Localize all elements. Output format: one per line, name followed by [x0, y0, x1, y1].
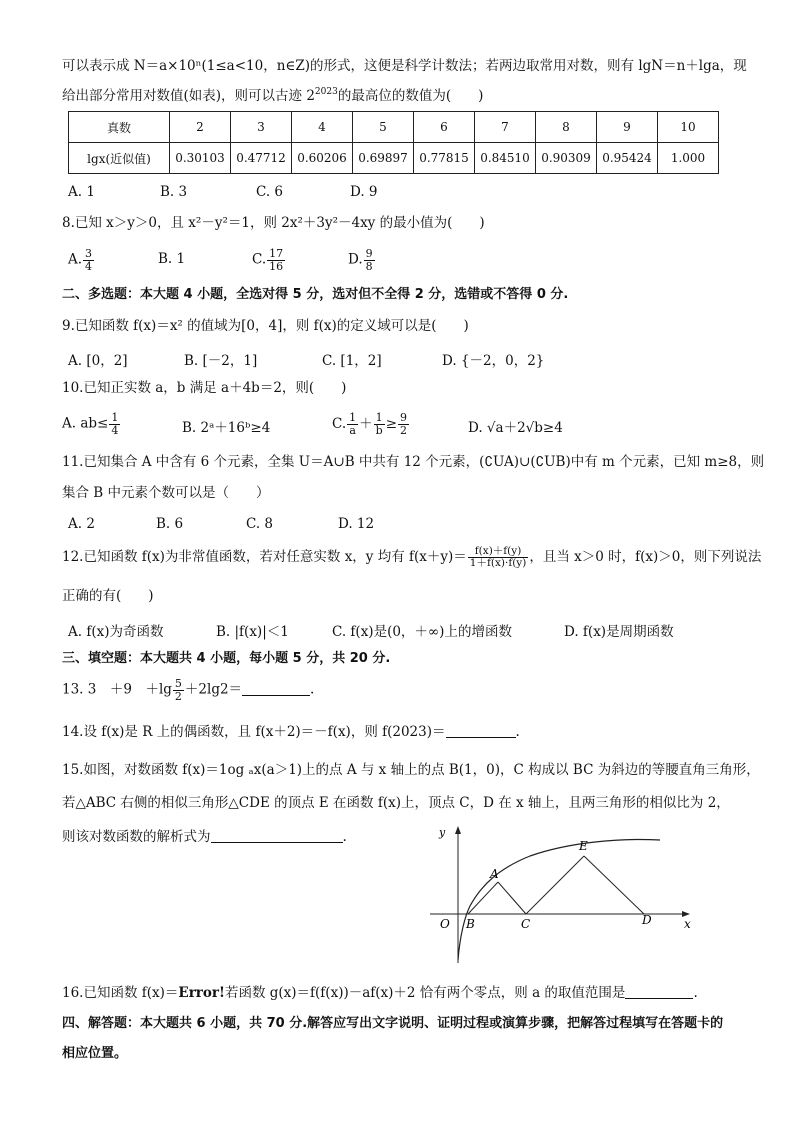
q10-options	[62, 406, 762, 442]
fraction-numerator: 1	[111, 411, 119, 424]
section4-line1: 四、解答题：本大题共 6 小题，共 70 分.解答应写出文字说明、证明过程或演算步骤，把解答过程填写在答题卡的	[62, 1016, 724, 1031]
table-cell: 0.84510	[475, 143, 536, 174]
q9-option-a: A. [0，2]	[68, 353, 128, 369]
table-header-cell: 真数	[69, 112, 170, 143]
q10-option-c-fraction-2	[374, 412, 385, 436]
label-b: B	[466, 917, 475, 931]
log-table	[68, 111, 719, 174]
fraction-denominator: 8	[365, 259, 373, 273]
q10-option-c-fraction-1	[347, 412, 358, 436]
segment-ed	[584, 856, 644, 914]
q16-pre: 16.已知函数 f(x)＝	[62, 985, 179, 1001]
section3-title: 三、填空题：本大题共 4 小题，每小题 5 分，共 20 分.	[62, 651, 391, 666]
table-row	[69, 112, 719, 143]
q8-option-b: B. 1	[158, 251, 186, 267]
q7-options	[68, 184, 768, 204]
q8-option-a-label: A.	[68, 251, 83, 268]
fraction-numerator: 9	[400, 411, 407, 425]
plus-sign: ＋	[359, 416, 373, 432]
table-cell: 4	[292, 112, 353, 143]
q8-option-d-fraction	[364, 248, 375, 272]
fraction-numerator: 9	[365, 247, 373, 260]
q10-option-a	[62, 412, 121, 436]
q9-option-c: C. [1，2]	[322, 353, 382, 369]
label-origin: O	[440, 917, 450, 931]
fraction-numerator: 5	[174, 677, 182, 690]
q8-stem: 8.已知 x＞y＞0，且 x²－y²＝1，则 2x²＋3y²－4xy 的最小值为( )	[62, 215, 485, 231]
q8-option-d-label: D.	[348, 251, 363, 268]
fraction-numerator: f(x)＋f(y)	[468, 546, 529, 558]
q10-stem: 10.已知正实数 a，b 满足 a＋4b＝2，则( )	[62, 380, 347, 396]
q12-options	[68, 620, 768, 640]
table-cell: 0.47712	[231, 143, 292, 174]
q16-post: 若函数 g(x)＝f(f(x))－af(x)＋2 恰有两个零点，则 a 的取值范围是	[224, 985, 626, 1001]
q12-line2: 正确的有( )	[62, 588, 154, 604]
q12-option-c: C. f(x)是(0，＋∞)上的增函数	[332, 624, 512, 640]
section2-title: 二、多选题：本大题 4 小题，全选对得 5 分，选对但不全得 2 分，选错或不答得 0 分.	[62, 287, 569, 302]
table-header-cell: lgx(近似值)	[69, 143, 170, 174]
q11-line2: 集合 B 中元素个数可以是（ ）	[62, 485, 270, 501]
fraction-denominator: 4	[85, 259, 93, 273]
ge-sign: ≥	[385, 416, 397, 432]
q10-option-b: B. 2ᵃ＋16ᵇ≥4	[182, 420, 271, 436]
q7-option-b: B. 3	[160, 184, 188, 200]
q14-answer-blank[interactable]	[446, 737, 516, 738]
q7-line2-pre: 给出部分常用对数值(如表)，则可以古迹 2	[62, 88, 315, 104]
q8-option-c-fraction	[267, 248, 285, 272]
q16-end: .	[693, 985, 698, 1001]
table-cell: 0.60206	[292, 143, 353, 174]
q8-option-d	[348, 248, 376, 272]
q10-option-a-text: A. ab≤	[62, 415, 109, 432]
label-c: C	[521, 917, 531, 931]
q7-line1: 可以表示成 N＝a×10ⁿ(1≤a<10，n∈Z)的形式，这便是科学计数法；若两边取常用对数，则有 lgN＝n＋lga，现	[62, 58, 747, 74]
fraction-denominator: 2	[174, 689, 182, 703]
q10-option-d: D. √a＋2√b≥4	[468, 420, 563, 436]
fraction-numerator: 1	[349, 411, 357, 425]
q7-line2	[62, 88, 483, 104]
q12-option-a: A. f(x)为奇函数	[68, 624, 164, 640]
q12-line1-pre: 12.已知函数 f(x)为非常值函数，若对任意实数 x，y 均有 f(x＋y)＝	[62, 549, 467, 566]
table-cell: 5	[353, 112, 414, 143]
segment-ce	[526, 856, 584, 914]
table-cell: 3	[231, 112, 292, 143]
q13-fraction	[173, 678, 184, 702]
q7-option-d: D. 9	[350, 184, 378, 200]
q12-line1-post: ，且当 x＞0 时，f(x)＞0，则下列说法	[529, 549, 762, 566]
q14-end: .	[515, 724, 520, 740]
q11-option-a: A. 2	[68, 516, 95, 532]
q9-stem: 9.已知函数 f(x)＝x² 的值域为[0，4]，则 f(x)的定义域可以是( )	[62, 318, 469, 334]
label-y: y	[439, 826, 446, 839]
table-row	[69, 143, 719, 174]
section4-line2: 相应位置。	[62, 1046, 128, 1061]
table-cell: 10	[658, 112, 719, 143]
q14-stem: 14.设 f(x)是 R 上的偶函数，且 f(x＋2)＝－f(x)，则 f(2023)＝	[62, 724, 446, 740]
q15-line3-text: 则该对数函数的解析式为	[62, 829, 211, 845]
table-cell: 1.000	[658, 143, 719, 174]
q13-line	[62, 678, 314, 702]
q12-option-b: B. |f(x)|＜1	[216, 624, 289, 640]
q8-option-a	[68, 248, 95, 272]
fraction-denominator: b	[375, 424, 383, 437]
q15-line3	[62, 829, 347, 845]
q16-answer-blank[interactable]	[625, 998, 693, 999]
fraction-numerator: 17	[269, 247, 284, 260]
q10-option-c-label: C.	[332, 416, 347, 432]
fraction-denominator: 1＋f(x)·f(y)	[469, 557, 527, 570]
q13-end: .	[310, 681, 315, 698]
table-cell: 2	[170, 112, 231, 143]
q8-options	[68, 240, 768, 276]
q13-post: ＋2lg2＝	[184, 681, 243, 698]
fraction-denominator: 2	[400, 424, 407, 437]
fraction-numerator: 1	[374, 412, 385, 425]
q10-option-a-fraction	[109, 412, 120, 436]
log-function-graph	[420, 820, 700, 968]
fraction-denominator: 4	[111, 423, 119, 437]
q14-line	[62, 724, 520, 740]
q12-option-d: D. f(x)是周期函数	[564, 624, 674, 640]
q8-option-c	[252, 248, 286, 272]
table-cell: 8	[536, 112, 597, 143]
q12-fraction	[468, 546, 529, 569]
table-cell: 0.95424	[597, 143, 658, 174]
q7-line2-sup: 2023	[314, 87, 338, 97]
q9-option-d: D. {－2，0，2}	[442, 353, 545, 369]
y-axis-arrow-icon	[455, 826, 461, 834]
table-cell: 7	[475, 112, 536, 143]
table-cell: 9	[597, 112, 658, 143]
fraction-numerator: 3	[85, 247, 93, 260]
label-a: A	[490, 867, 499, 881]
fraction-denominator: 16	[269, 259, 284, 273]
table-cell: 0.90309	[536, 143, 597, 174]
q10-option-c-fraction-3	[398, 412, 409, 436]
q11-option-c: C. 8	[246, 516, 274, 532]
table-cell: 6	[414, 112, 475, 143]
q7-line2-post: 的最高位的数值为( )	[337, 88, 484, 104]
q13-answer-blank[interactable]	[242, 695, 310, 696]
q9-options	[68, 349, 768, 369]
q8-option-c-label: C.	[252, 251, 267, 268]
q11-options	[68, 516, 768, 536]
label-x: x	[684, 917, 691, 931]
q15-end: .	[342, 829, 347, 845]
q16-line	[62, 985, 698, 1001]
q16-error-text: Error!	[178, 985, 225, 1001]
q8-option-a-fraction	[83, 248, 94, 272]
q11-line1: 11.已知集合 A 中含有 6 个元素，全集 U＝A∪B 中共有 12 个元素，(∁UA)∪(∁UB)中有 m 个元素，已知 m≥8，则	[62, 454, 765, 470]
segment-ac	[498, 882, 526, 914]
table-cell: 0.69897	[353, 143, 414, 174]
q15-line2: 若△ABC 右侧的相似三角形△CDE 的顶点 E 在函数 f(x)上，顶点 C，D 在 x 轴上，且两三角形的相似比为 2，	[62, 795, 730, 811]
fraction-denominator: a	[349, 424, 356, 437]
table-cell: 0.30103	[170, 143, 231, 174]
q10-option-c	[332, 412, 410, 437]
q12-line1	[62, 546, 761, 569]
q7-option-a: A. 1	[68, 184, 95, 200]
q15-line1: 15.如图，对数函数 f(x)＝1og ₐx(a＞1)上的点 A 与 x 轴上的点 B(1，0)，C 构成以 BC 为斜边的等腰直角三角形，	[62, 762, 760, 778]
q7-option-c: C. 6	[256, 184, 284, 200]
q11-option-b: B. 6	[156, 516, 184, 532]
q9-option-b: B. [－2，1]	[184, 353, 258, 369]
label-e: E	[579, 839, 588, 853]
q15-answer-blank[interactable]	[211, 842, 343, 843]
q13-pre: 13. 3 ＋9 ＋lg	[62, 681, 172, 698]
q11-option-d: D. 12	[338, 516, 375, 532]
label-d: D	[642, 913, 652, 927]
table-cell: 0.77815	[414, 143, 475, 174]
